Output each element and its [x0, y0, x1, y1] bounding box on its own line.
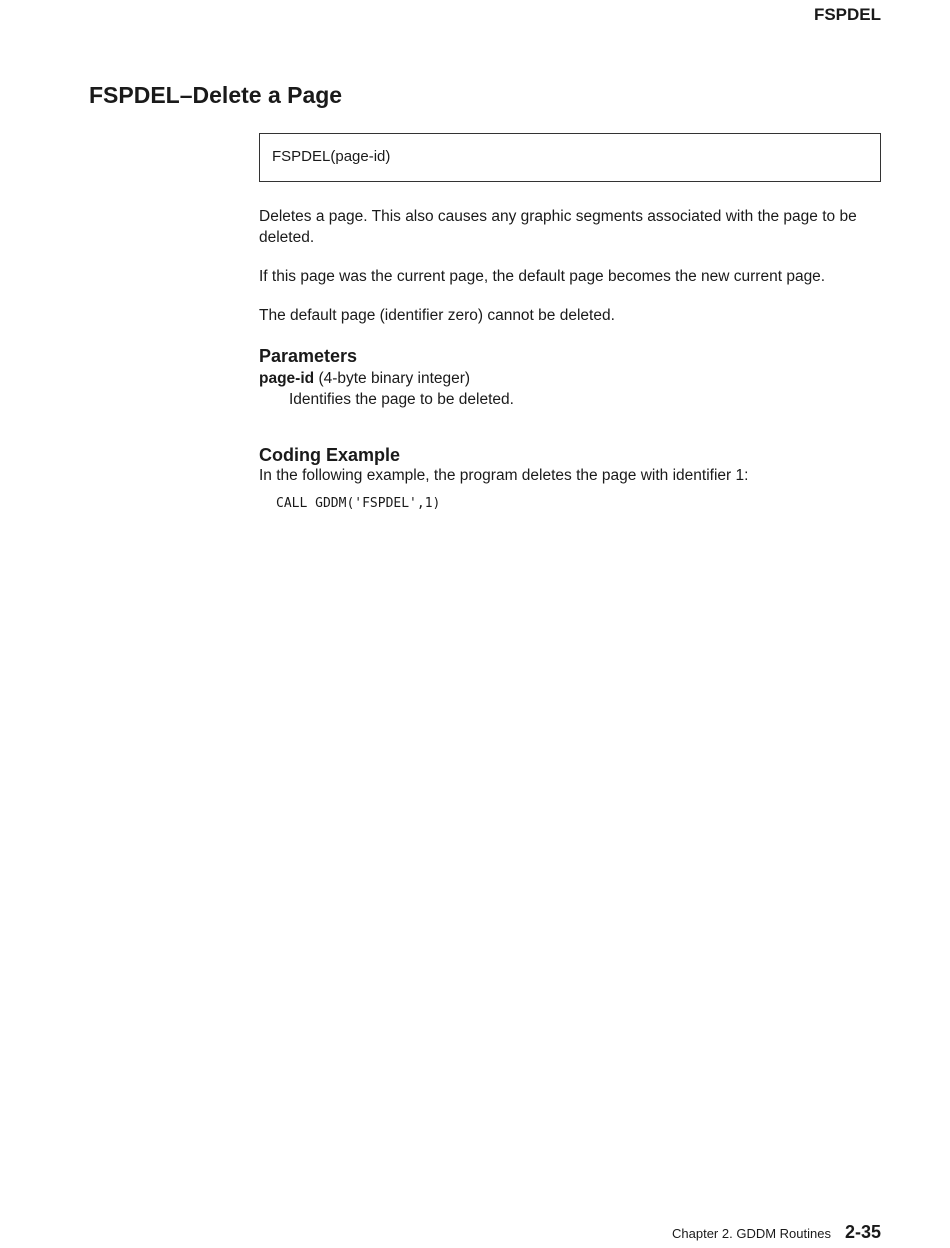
- description-paragraph: Deletes a page. This also causes any graphic segments associated with the page to be deleted.: [259, 208, 857, 246]
- syntax-box: [259, 133, 881, 182]
- running-header: FSPDEL: [813, 5, 881, 24]
- description-paragraph: If this page was the current page, the default page becomes the new current page.: [259, 268, 826, 285]
- section-title: FSPDEL–Delete a Page: [89, 82, 343, 108]
- parameter-type: (4-byte binary integer): [318, 370, 471, 387]
- footer-page-number: 2-35: [844, 1222, 881, 1242]
- parameter-description: Identifies the page to be deleted.: [289, 391, 514, 408]
- code-sample: CALL GDDM('FSPDEL',1): [276, 496, 441, 511]
- page-footer: [672, 1222, 881, 1243]
- coding-example-intro: In the following example, the program deletes the page with identifier 1:: [259, 467, 749, 484]
- coding-example-heading: Coding Example: [259, 445, 401, 465]
- footer-chapter: Chapter 2. GDDM Routines: [672, 1226, 831, 1241]
- parameter-entry: [259, 370, 470, 388]
- parameters-heading: Parameters: [259, 346, 358, 366]
- description-paragraph: The default page (identifier zero) cannot be deleted.: [259, 307, 615, 324]
- syntax-text: FSPDEL(page-id): [272, 148, 391, 165]
- parameter-name: page-id: [259, 370, 315, 387]
